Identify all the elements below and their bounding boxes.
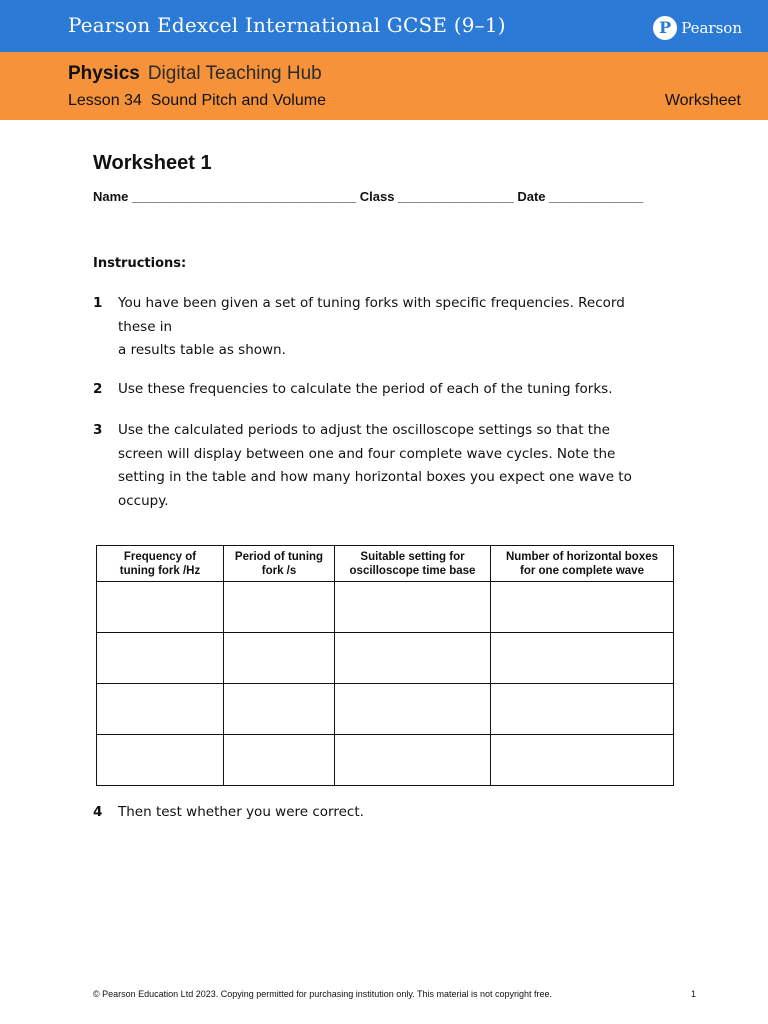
name-class-date-line: Name _______________________________ Class ________________ Date _____________ <box>93 189 644 204</box>
table-cell[interactable] <box>97 633 224 684</box>
qualification-title: Pearson Edexcel International GCSE (9–1) <box>68 13 506 37</box>
table-row <box>97 582 674 633</box>
step-line: You have been given a set of tuning forks with specific frequencies. Record <box>118 295 625 311</box>
table-cell[interactable] <box>224 684 335 735</box>
table-cell[interactable] <box>97 735 224 786</box>
step-line: Use these frequencies to calculate the period of each of the tuning forks. <box>118 381 613 397</box>
pearson-logo <box>653 16 742 40</box>
table-cell[interactable] <box>491 633 674 684</box>
step-line: setting in the table and how many horizontal boxes you expect one wave to <box>118 469 632 485</box>
step-text <box>118 378 683 402</box>
column-header-time-base: Suitable setting for oscilloscope time base <box>335 546 491 582</box>
step-text <box>118 292 683 363</box>
pearson-logo-text: Pearson <box>681 19 742 37</box>
step-number: 2 <box>93 381 103 397</box>
copyright-notice: © Pearson Education Ltd 2023. Copying permitted for purchasing institution only. This material is not copyright free. <box>93 989 553 999</box>
table-cell[interactable] <box>335 633 491 684</box>
table-row <box>97 633 674 684</box>
table-cell[interactable] <box>335 735 491 786</box>
table-cell[interactable] <box>491 735 674 786</box>
step-line: a results table as shown. <box>118 342 286 358</box>
instructions-heading: Instructions: <box>93 256 187 271</box>
results-table <box>96 545 674 786</box>
lesson-title: Lesson 34 Sound Pitch and Volume <box>68 92 326 109</box>
step-number: 3 <box>93 422 103 438</box>
step-text <box>118 801 683 825</box>
step-line: screen will display between one and four complete wave cycles. Note the <box>118 445 616 462</box>
instruction-step <box>93 419 683 513</box>
hub-name: Digital Teaching Hub <box>147 63 322 84</box>
pearson-logo-icon: P <box>653 16 677 40</box>
table-cell[interactable] <box>224 582 335 633</box>
column-header-frequency: Frequency of tuning fork /Hz <box>97 546 224 582</box>
step-line: Then test whether you were correct. <box>118 804 364 820</box>
step-text <box>118 419 683 513</box>
page-number: 1 <box>690 989 696 999</box>
table-cell[interactable] <box>491 684 674 735</box>
step-number: 4 <box>93 804 103 820</box>
table-header-row <box>97 546 674 582</box>
step-line: Use the calculated periods to adjust the oscilloscope settings so that the <box>118 422 610 438</box>
column-header-period: Period of tuning fork /s <box>224 546 335 582</box>
table-cell[interactable] <box>97 684 224 735</box>
subject-name: Physics <box>68 63 140 84</box>
table-cell[interactable] <box>97 582 224 633</box>
subject-banner <box>0 52 768 120</box>
table-row <box>97 684 674 735</box>
table-cell[interactable] <box>224 735 335 786</box>
step-line: these in <box>118 318 173 335</box>
instruction-step <box>93 378 683 402</box>
document-type: Worksheet <box>664 92 741 109</box>
instruction-step <box>93 801 683 825</box>
step-number: 1 <box>93 295 103 311</box>
table-row <box>97 735 674 786</box>
table-cell[interactable] <box>335 582 491 633</box>
table-cell[interactable] <box>491 582 674 633</box>
table-cell[interactable] <box>335 684 491 735</box>
table-cell[interactable] <box>224 633 335 684</box>
instruction-step <box>93 292 683 363</box>
top-banner <box>0 0 768 52</box>
step-line: occupy. <box>118 492 169 509</box>
worksheet-title: Worksheet 1 <box>93 152 212 174</box>
column-header-horizontal-boxes: Number of horizontal boxes for one complete wave <box>491 546 674 582</box>
subject-line <box>68 63 322 85</box>
